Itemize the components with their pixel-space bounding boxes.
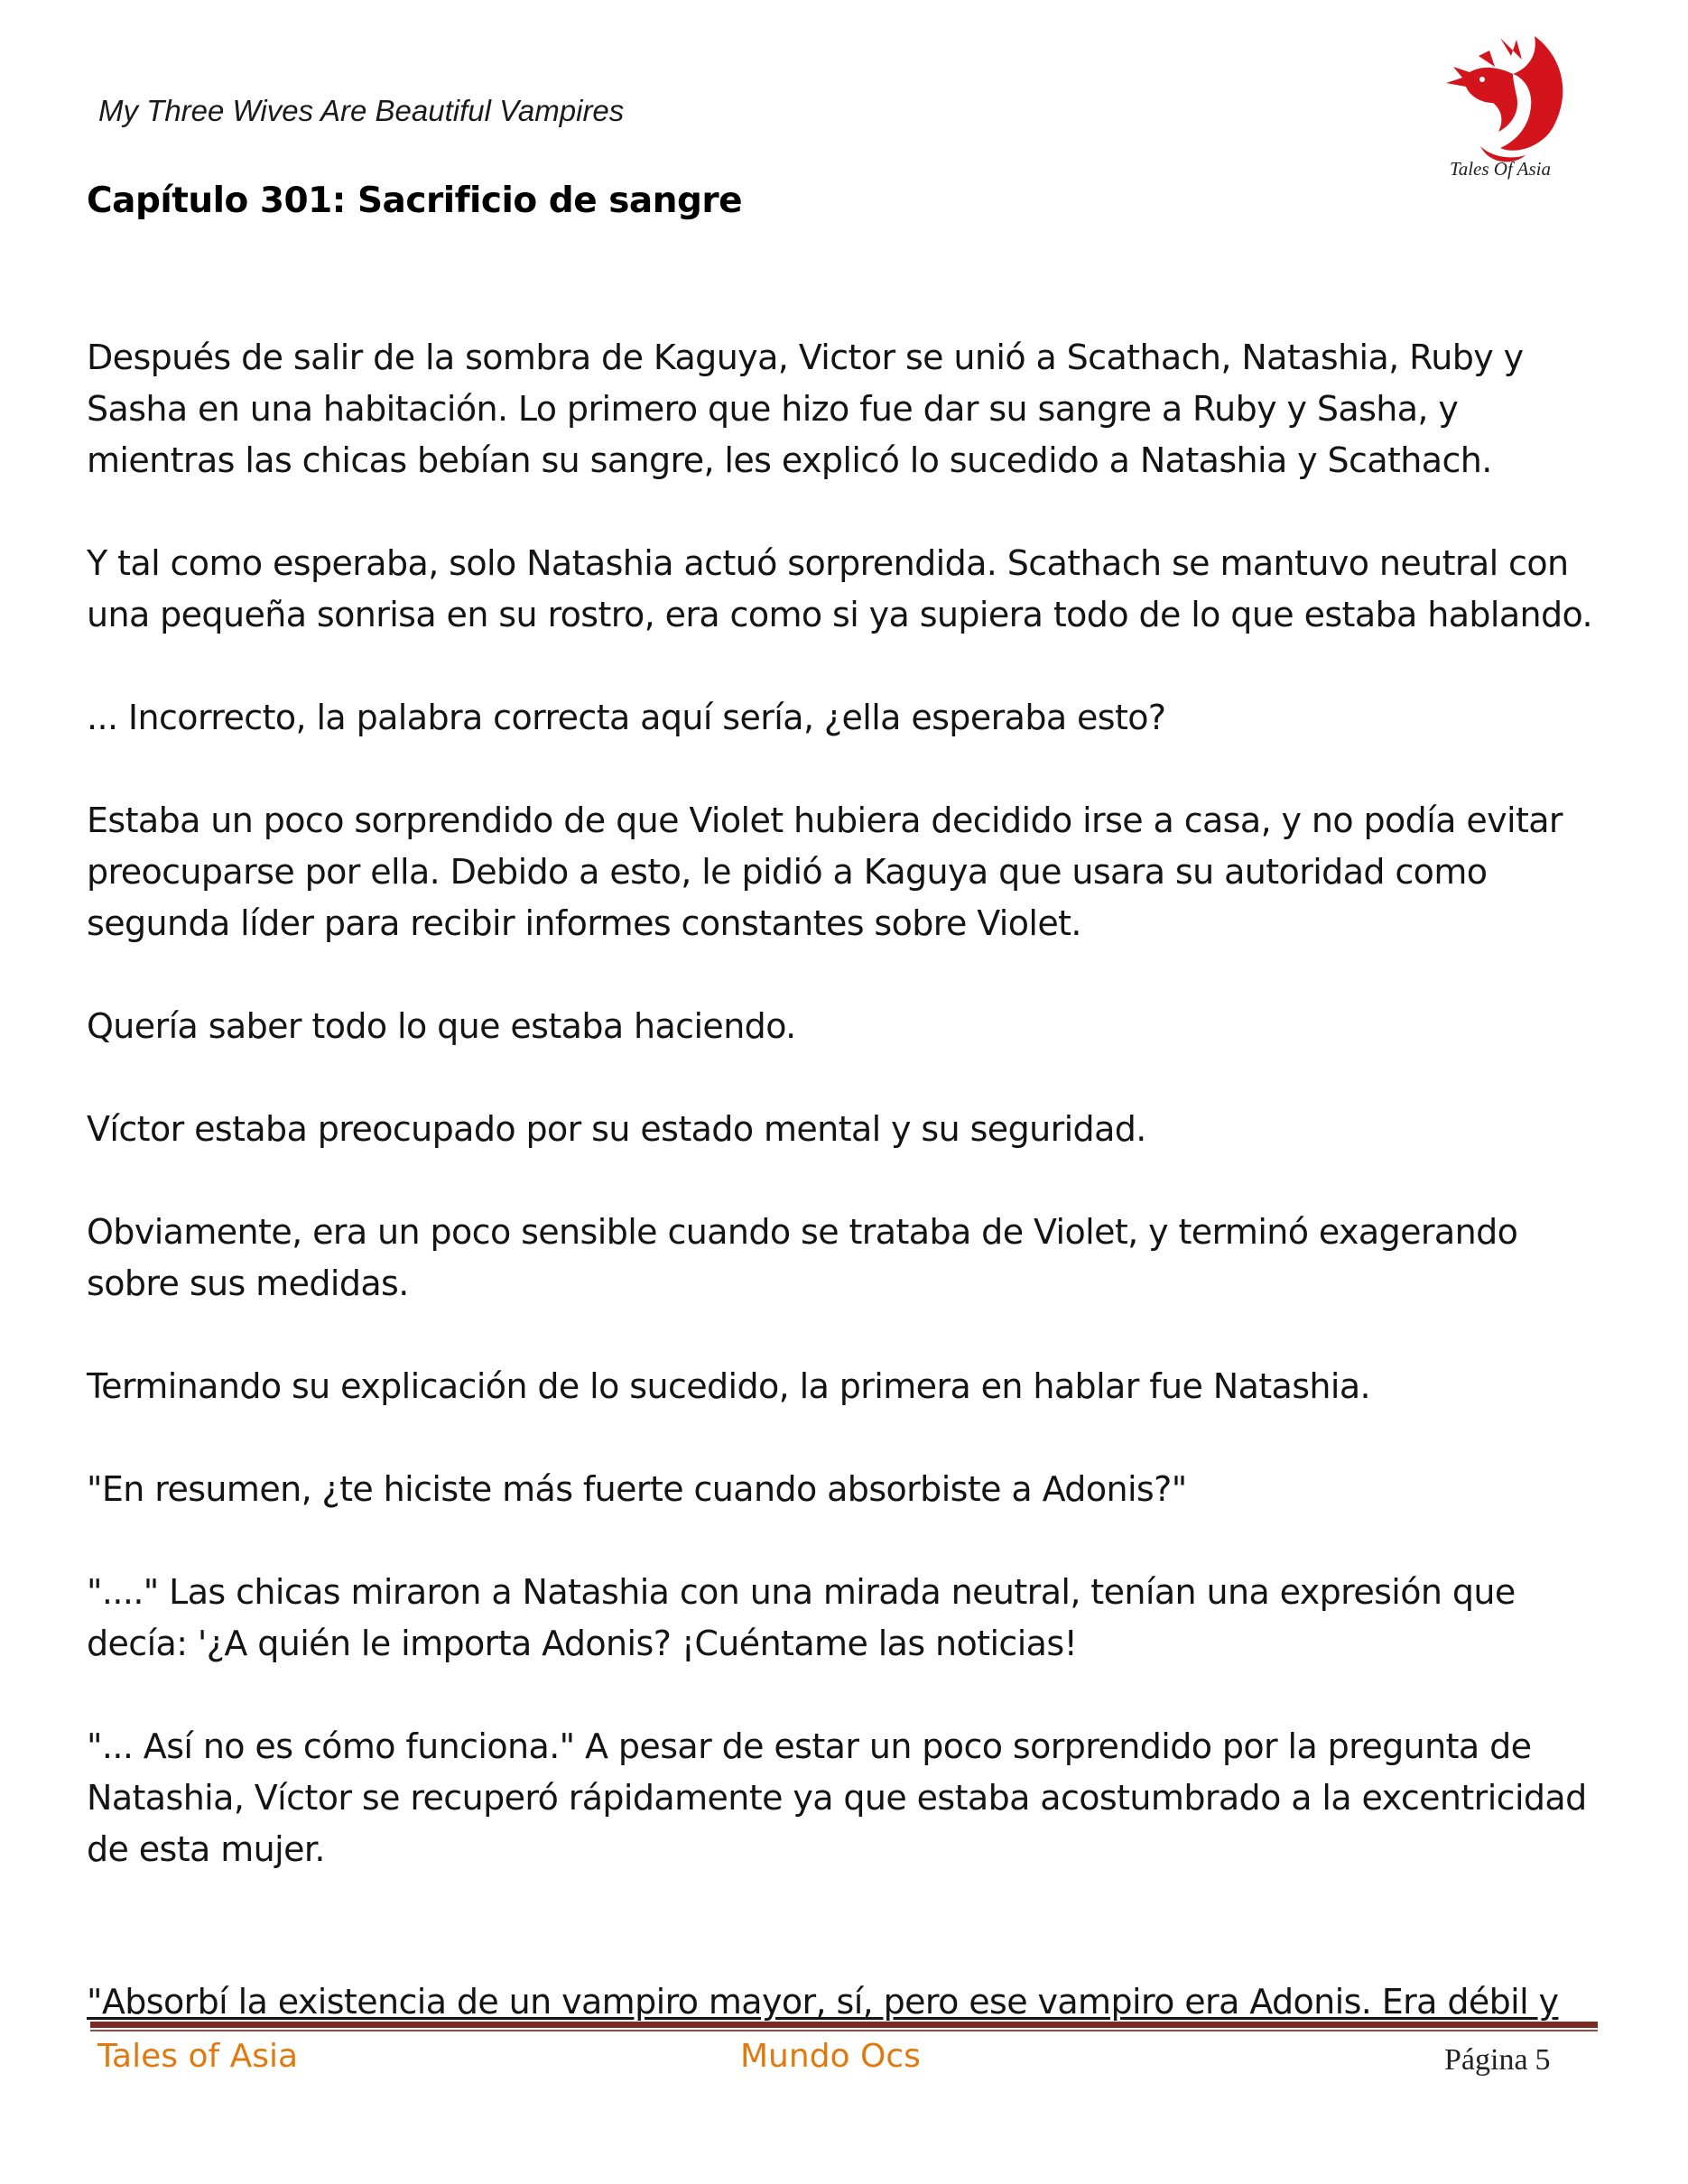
footer-section-name: Mundo Ocs	[740, 2038, 921, 2075]
red-dragon-icon	[1426, 20, 1575, 182]
paragraph: Terminando su explicación de lo sucedido, la primera en hablar fue Natashia.	[87, 1366, 1371, 1406]
footer-site-name: Tales of Asia	[97, 2038, 299, 2075]
tales-of-asia-logo	[1426, 20, 1575, 182]
paragraph: "...." Las chicas miraron a Natashia con una mirada neutral, tenían una expresión que decía: '¿A quién le importa Adonis? ¡Cuéntame las noticias!	[87, 1572, 1516, 1663]
chapter-body	[87, 332, 1612, 1927]
page-label: Página	[1444, 2043, 1528, 2077]
paragraph: Y tal como esperaba, solo Natashia actuó sorprendida. Scathach se mantuvo neutral con una pequeña sonrisa en su rostro, era como si ya supiera todo de lo que estaba hablando.	[87, 543, 1593, 634]
paragraph: "... Así no es cómo funciona." A pesar de estar un poco sorprendido por la pregunta de Natashia, Víctor se recuperó rápidamente ya que estaba acostumbrado a la excentricidad de esta mujer.	[87, 1726, 1587, 1869]
paragraph: ... Incorrecto, la palabra correcta aquí sería, ¿ella esperaba esto?	[87, 698, 1166, 737]
chapter-title: Capítulo 301: Sacrificio de sangre	[87, 180, 743, 221]
footer-divider	[90, 2022, 1598, 2028]
cut-off-last-line-container	[87, 1976, 1612, 2022]
page-number	[1444, 2043, 1551, 2078]
book-title: My Three Wives Are Beautiful Vampires	[98, 94, 625, 127]
page-number-value: 5	[1535, 2043, 1551, 2077]
paragraph: Quería saber todo lo que estaba haciendo.	[87, 1006, 796, 1046]
paragraph: Obviamente, era un poco sensible cuando se trataba de Violet, y terminó exagerando sobre sus medidas.	[87, 1212, 1518, 1303]
paragraph: "En resumen, ¿te hiciste más fuerte cuando absorbiste a Adonis?"	[87, 1469, 1187, 1509]
footer-divider-thin	[90, 2030, 1598, 2031]
paragraph: Víctor estaba preocupado por su estado mental y su seguridad.	[87, 1109, 1146, 1149]
cut-off-last-line: "Absorbí la existencia de un vampiro mayor, sí, pero ese vampiro era Adonis. Era débil y	[87, 1982, 1559, 2022]
paragraph: Estaba un poco sorprendido de que Violet hubiera decidido irse a casa, y no podía evitar preocuparse por ella. Debido a esto, le pidió a Kaguya que usara su autoridad como segunda líder para recibir informes constantes sobre Violet.	[87, 800, 1563, 943]
paragraph: Después de salir de la sombra de Kaguya, Victor se unió a Scathach, Natashia, Ruby y Sasha en una habitación. Lo primero que hizo fue dar su sangre a Ruby y Sasha, y mientras las chicas bebían su sangre, les explicó lo sucedido a Natashia y Scathach.	[87, 338, 1524, 480]
svg-text:Tales Of Asia: Tales Of Asia	[1449, 158, 1552, 180]
